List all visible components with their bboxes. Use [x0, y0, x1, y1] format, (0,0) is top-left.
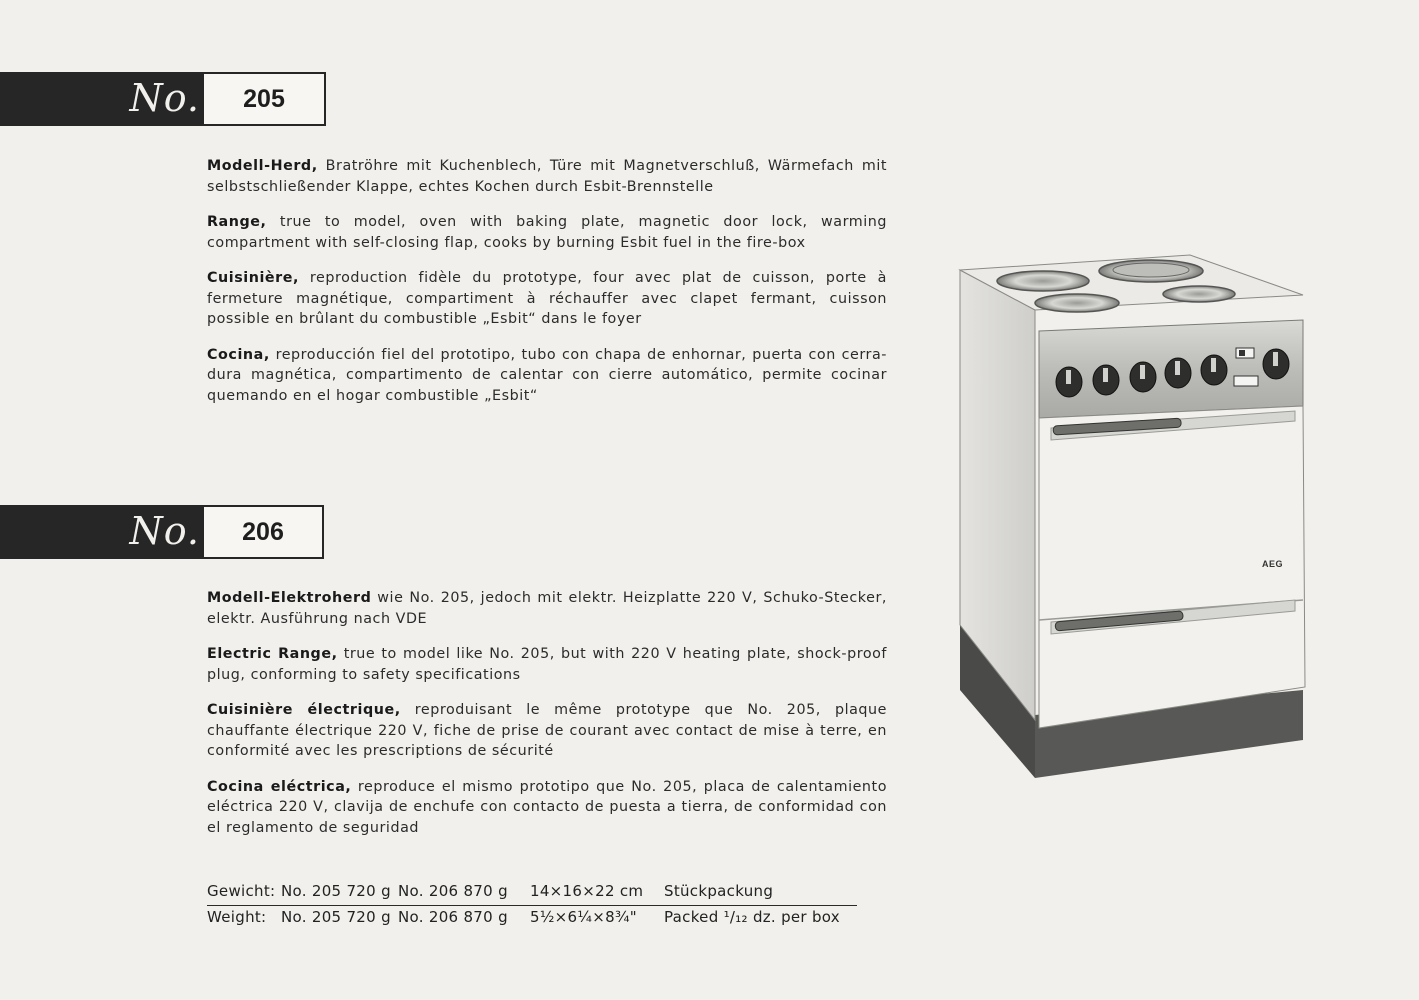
- paragraph-text: reproduisant le même prototype que No. 205, plaque chauffante électrique 220 V, fiche de prise de courant avec contact de mise à terre, en conformité avec les prescriptions de sécurité: [207, 702, 887, 759]
- paragraph-text: reproducción fiel del prototipo, tubo con chapa de enhornar, puerta con cerra-dura magnética, compartimento de calentar con cierre automático, permite cocinar quemando en el hogar combustible „Esbit“: [207, 346, 887, 404]
- paragraph-french: [207, 700, 887, 762]
- spec-dimensions: 14×16×22 cm: [530, 882, 644, 900]
- spec-table: [207, 880, 857, 931]
- banner-bar: [0, 505, 206, 559]
- paragraph-text: true to model, oven with baking plate, magnetic door lock, warming compartment with self-closing flap, cooks by burning Esbit fuel in the fire-box: [207, 214, 887, 251]
- stove-brand-label: AEG: [1262, 559, 1284, 569]
- spec-packing: Packed ¹/₁₂ dz. per box: [664, 908, 840, 926]
- spec-label: Gewicht:: [207, 882, 276, 900]
- paragraph-text: Bratröhre mit Kuchenblech, Türe mit Magnetverschluß, Wärmefach mit selbstschließender Klappe, echtes Kochen durch Esbit-Brennstelle: [207, 158, 887, 195]
- spec-weight-205: No. 205 720 g: [281, 882, 391, 900]
- lead-term: Cuisinière,: [207, 270, 299, 286]
- paragraph-spanish: [207, 345, 887, 407]
- lead-term: Cocina eléctrica,: [207, 778, 352, 795]
- number-prefix: No.: [129, 76, 200, 120]
- lead-term: Modell-Herd,: [207, 158, 318, 174]
- spec-label: Weight:: [207, 908, 267, 926]
- paragraph-spanish: [207, 777, 887, 839]
- lead-term: Modell-Elektroherd: [207, 590, 372, 606]
- spec-row-english: [207, 906, 857, 931]
- paragraph-text: wie No. 205, jedoch mit elektr. Heizplatte 220 V, Schuko-Stecker, elektr. Ausführung nach VDE: [207, 590, 887, 627]
- item-205-description: [207, 156, 887, 421]
- spec-weight-206: No. 206 870 g: [398, 908, 508, 926]
- paragraph-english: [207, 644, 887, 685]
- paragraph-text: reproduction fidèle du prototype, four avec plat de cuisson, porte à fermeture magnétique, compartiment à réchauffer avec clapet fermant, cuisson possible en brûlant du combustible „Esbit“ dans le foyer: [207, 270, 887, 327]
- lead-term: Cuisinière électrique,: [207, 702, 401, 718]
- paragraph-english: [207, 212, 887, 253]
- item-number-206: 206: [202, 505, 324, 559]
- spec-dimensions: 5½×6¼×8¾": [530, 908, 637, 926]
- spec-weight-205: No. 205 720 g: [281, 908, 391, 926]
- paragraph-text: reproduce el mismo prototipo que No. 205, placa de calentamiento eléctrica 220 V, clavija de enchufe con contacto de puesta a tierra, de conformidad con el reglamento de seguridad: [207, 778, 887, 836]
- spec-packing: Stückpackung: [664, 882, 774, 900]
- spec-weight-206: No. 206 870 g: [398, 882, 508, 900]
- number-prefix: No.: [129, 509, 200, 553]
- item-206-description: [207, 588, 887, 853]
- paragraph-french: [207, 268, 887, 330]
- spec-row-german: [207, 880, 857, 906]
- lead-term: Electric Range,: [207, 646, 338, 662]
- item-number-205: 205: [202, 72, 326, 126]
- paragraph-german: [207, 156, 887, 197]
- lead-term: Range,: [207, 214, 267, 230]
- paragraph-text: true to model like No. 205, but with 220 V heating plate, shock-proof plug, conforming to safety specifications: [207, 646, 887, 683]
- paragraph-german: [207, 588, 887, 629]
- banner-bar: [0, 72, 206, 126]
- lead-term: Cocina,: [207, 346, 270, 363]
- stove-illustration: [955, 250, 1315, 785]
